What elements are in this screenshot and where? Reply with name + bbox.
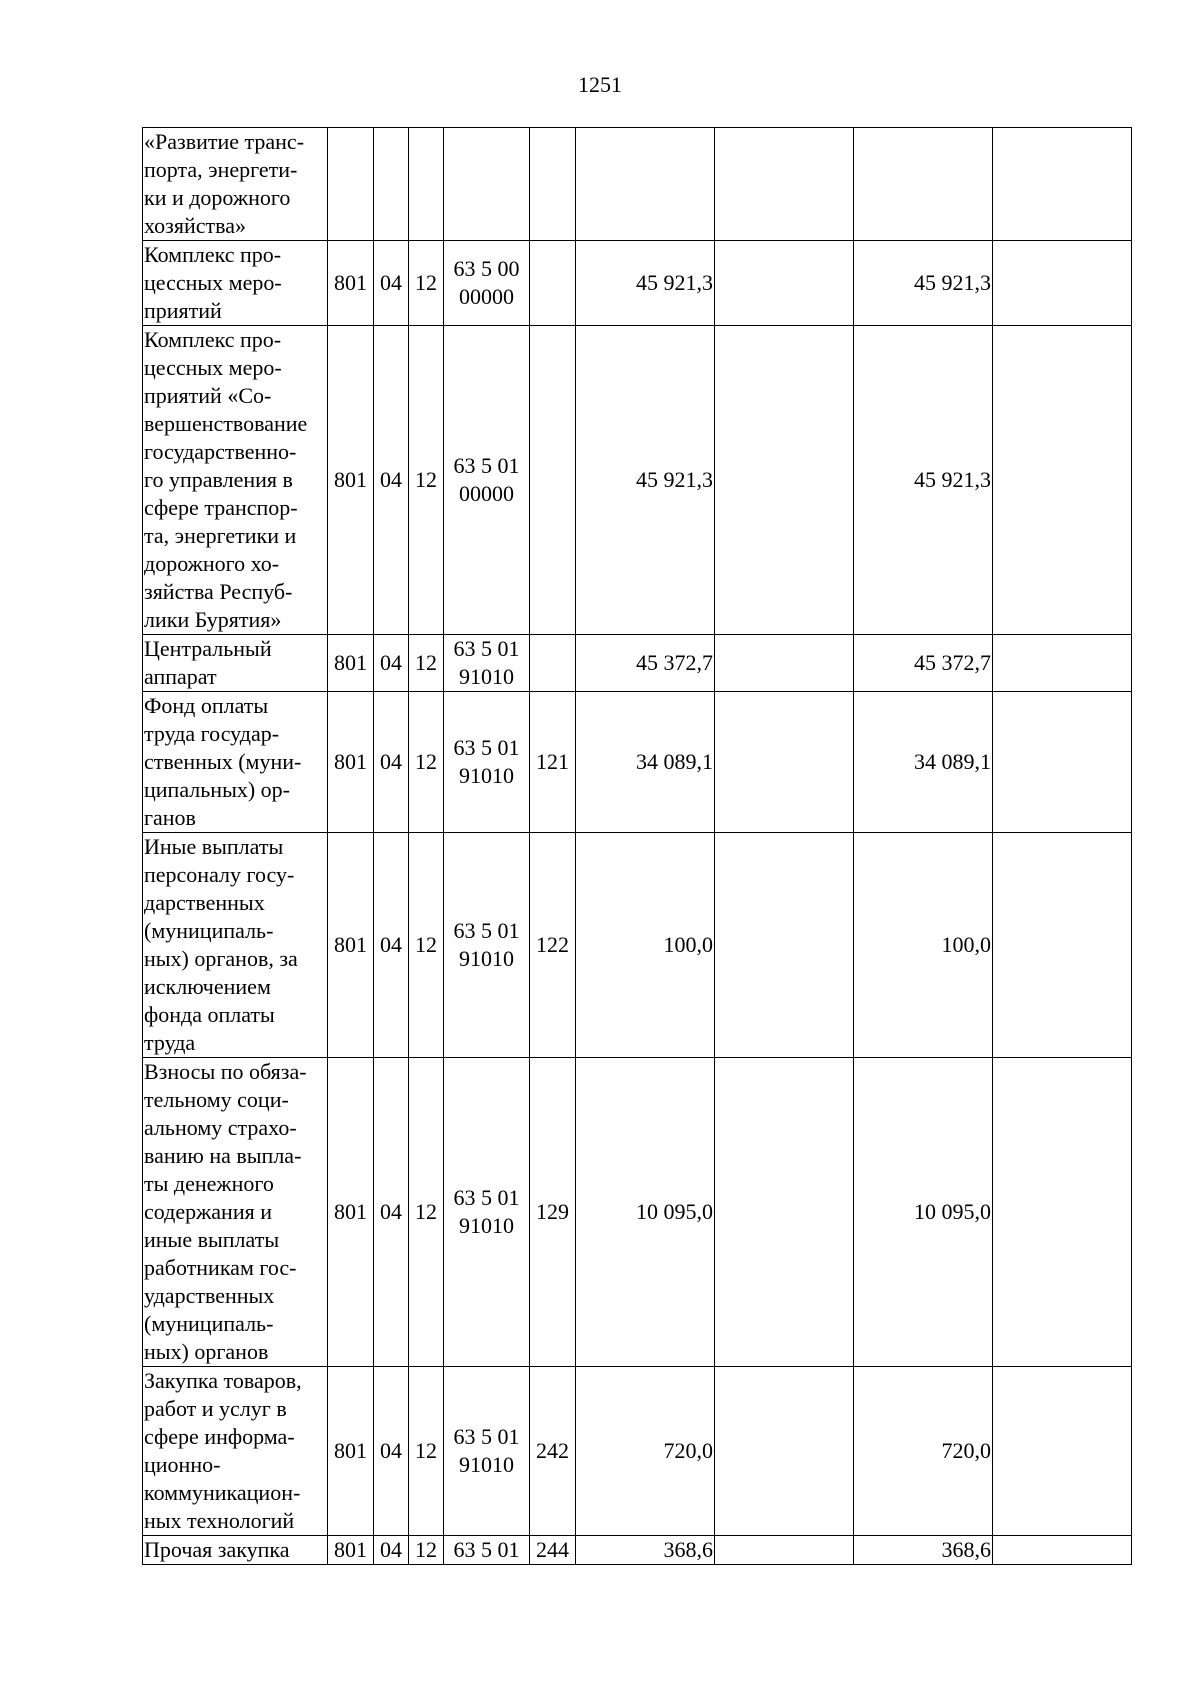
section-code-cell: 04 (374, 241, 409, 326)
amount-cell-3: 10 095,0 (854, 1058, 993, 1367)
amount-cell-3: 368,6 (854, 1536, 993, 1565)
subsection-code-cell: 12 (409, 635, 444, 692)
table-row (143, 1367, 1132, 1536)
amount-cell-2 (715, 833, 854, 1058)
amount-cell-1: 45 921,3 (576, 241, 715, 326)
amount-cell-1: 100,0 (576, 833, 715, 1058)
expense-type-cell (530, 128, 576, 241)
table-row (143, 1058, 1132, 1367)
amount-cell-4 (993, 635, 1132, 692)
amount-cell-2 (715, 1536, 854, 1565)
target-article-cell: 63 5 01 91010 (444, 635, 530, 692)
subsection-code-cell: 12 (409, 1536, 444, 1565)
section-code-cell: 04 (374, 1367, 409, 1536)
section-code-cell: 04 (374, 1536, 409, 1565)
target-article-cell: 63 5 01 91010 (444, 1367, 530, 1536)
ved-code-cell: 801 (328, 692, 374, 833)
amount-cell-1: 34 089,1 (576, 692, 715, 833)
expense-type-cell: 129 (530, 1058, 576, 1367)
row-name-cell: Иные выплаты персоналу госу- дарственных (муниципаль- ных) органов, за исключением фонда оплаты труда (143, 833, 328, 1058)
table-row (143, 241, 1132, 326)
subsection-code-cell: 12 (409, 833, 444, 1058)
amount-cell-3: 45 372,7 (854, 635, 993, 692)
amount-cell-2 (715, 326, 854, 635)
expense-type-cell: 244 (530, 1536, 576, 1565)
amount-cell-4 (993, 833, 1132, 1058)
expense-type-cell (530, 326, 576, 635)
table-row (143, 128, 1132, 241)
ved-code-cell: 801 (328, 1536, 374, 1565)
amount-cell-3: 720,0 (854, 1367, 993, 1536)
expense-type-cell (530, 241, 576, 326)
target-article-cell: 63 5 01 00000 (444, 326, 530, 635)
subsection-code-cell: 12 (409, 1058, 444, 1367)
amount-cell-4 (993, 1536, 1132, 1565)
amount-cell-1: 45 921,3 (576, 326, 715, 635)
amount-cell-1: 720,0 (576, 1367, 715, 1536)
amount-cell-3 (854, 128, 993, 241)
amount-cell-4 (993, 1058, 1132, 1367)
table-row (143, 833, 1132, 1058)
ved-code-cell: 801 (328, 326, 374, 635)
budget-table (142, 127, 1132, 1565)
section-code-cell: 04 (374, 1058, 409, 1367)
row-name-cell: Комплекс про- цессных меро- приятий (143, 241, 328, 326)
subsection-code-cell: 12 (409, 326, 444, 635)
row-name-cell: «Развитие транс- порта, энергети- ки и дорожного хозяйства» (143, 128, 328, 241)
amount-cell-2 (715, 635, 854, 692)
ved-code-cell: 801 (328, 635, 374, 692)
amount-cell-2 (715, 1367, 854, 1536)
expense-type-cell: 121 (530, 692, 576, 833)
target-article-cell: 63 5 01 91010 (444, 1058, 530, 1367)
amount-cell-4 (993, 692, 1132, 833)
row-name-cell: Прочая закупка (143, 1536, 328, 1565)
amount-cell-1: 368,6 (576, 1536, 715, 1565)
ved-code-cell (328, 128, 374, 241)
amount-cell-1: 45 372,7 (576, 635, 715, 692)
table-row (143, 1536, 1132, 1565)
row-name-cell: Комплекс про- цессных меро- приятий «Со- вершенствование государственно- го управления в сфере транспор- та, энергетики и дорожного хо- зяйства Респуб- лики Бурятия» (143, 326, 328, 635)
row-name-cell: Фонд оплаты труда государ- ственных (муни- ципальных) ор- ганов (143, 692, 328, 833)
section-code-cell: 04 (374, 635, 409, 692)
expense-type-cell: 122 (530, 833, 576, 1058)
ved-code-cell: 801 (328, 1367, 374, 1536)
row-name-cell: Взносы по обяза- тельному соци- альному страхо- ванию на выпла- ты денежного содержания и иные выплаты работникам гос- ударственных (муниципаль- ных) органов (143, 1058, 328, 1367)
page-number: 1251 (578, 72, 622, 97)
amount-cell-4 (993, 326, 1132, 635)
table-row (143, 326, 1132, 635)
ved-code-cell: 801 (328, 241, 374, 326)
amount-cell-3: 34 089,1 (854, 692, 993, 833)
target-article-cell (444, 128, 530, 241)
amount-cell-4 (993, 128, 1132, 241)
target-article-cell: 63 5 00 00000 (444, 241, 530, 326)
row-name-cell: Закупка товаров, работ и услуг в сфере информа- ционно- коммуникацион- ных технологий (143, 1367, 328, 1536)
expense-type-cell (530, 635, 576, 692)
ved-code-cell: 801 (328, 1058, 374, 1367)
target-article-cell: 63 5 01 91010 (444, 692, 530, 833)
amount-cell-4 (993, 241, 1132, 326)
amount-cell-2 (715, 1058, 854, 1367)
amount-cell-1 (576, 128, 715, 241)
amount-cell-2 (715, 128, 854, 241)
amount-cell-2 (715, 692, 854, 833)
subsection-code-cell: 12 (409, 1367, 444, 1536)
target-article-cell: 63 5 01 (444, 1536, 530, 1565)
subsection-code-cell: 12 (409, 241, 444, 326)
table-row (143, 692, 1132, 833)
expense-type-cell: 242 (530, 1367, 576, 1536)
table-row (143, 635, 1132, 692)
row-name-cell: Центральный аппарат (143, 635, 328, 692)
ved-code-cell: 801 (328, 833, 374, 1058)
subsection-code-cell: 12 (409, 692, 444, 833)
subsection-code-cell (409, 128, 444, 241)
section-code-cell: 04 (374, 833, 409, 1058)
amount-cell-3: 100,0 (854, 833, 993, 1058)
amount-cell-2 (715, 241, 854, 326)
section-code-cell: 04 (374, 692, 409, 833)
amount-cell-4 (993, 1367, 1132, 1536)
amount-cell-3: 45 921,3 (854, 326, 993, 635)
table-body (143, 128, 1132, 1565)
section-code-cell (374, 128, 409, 241)
target-article-cell: 63 5 01 91010 (444, 833, 530, 1058)
amount-cell-1: 10 095,0 (576, 1058, 715, 1367)
amount-cell-3: 45 921,3 (854, 241, 993, 326)
section-code-cell: 04 (374, 326, 409, 635)
